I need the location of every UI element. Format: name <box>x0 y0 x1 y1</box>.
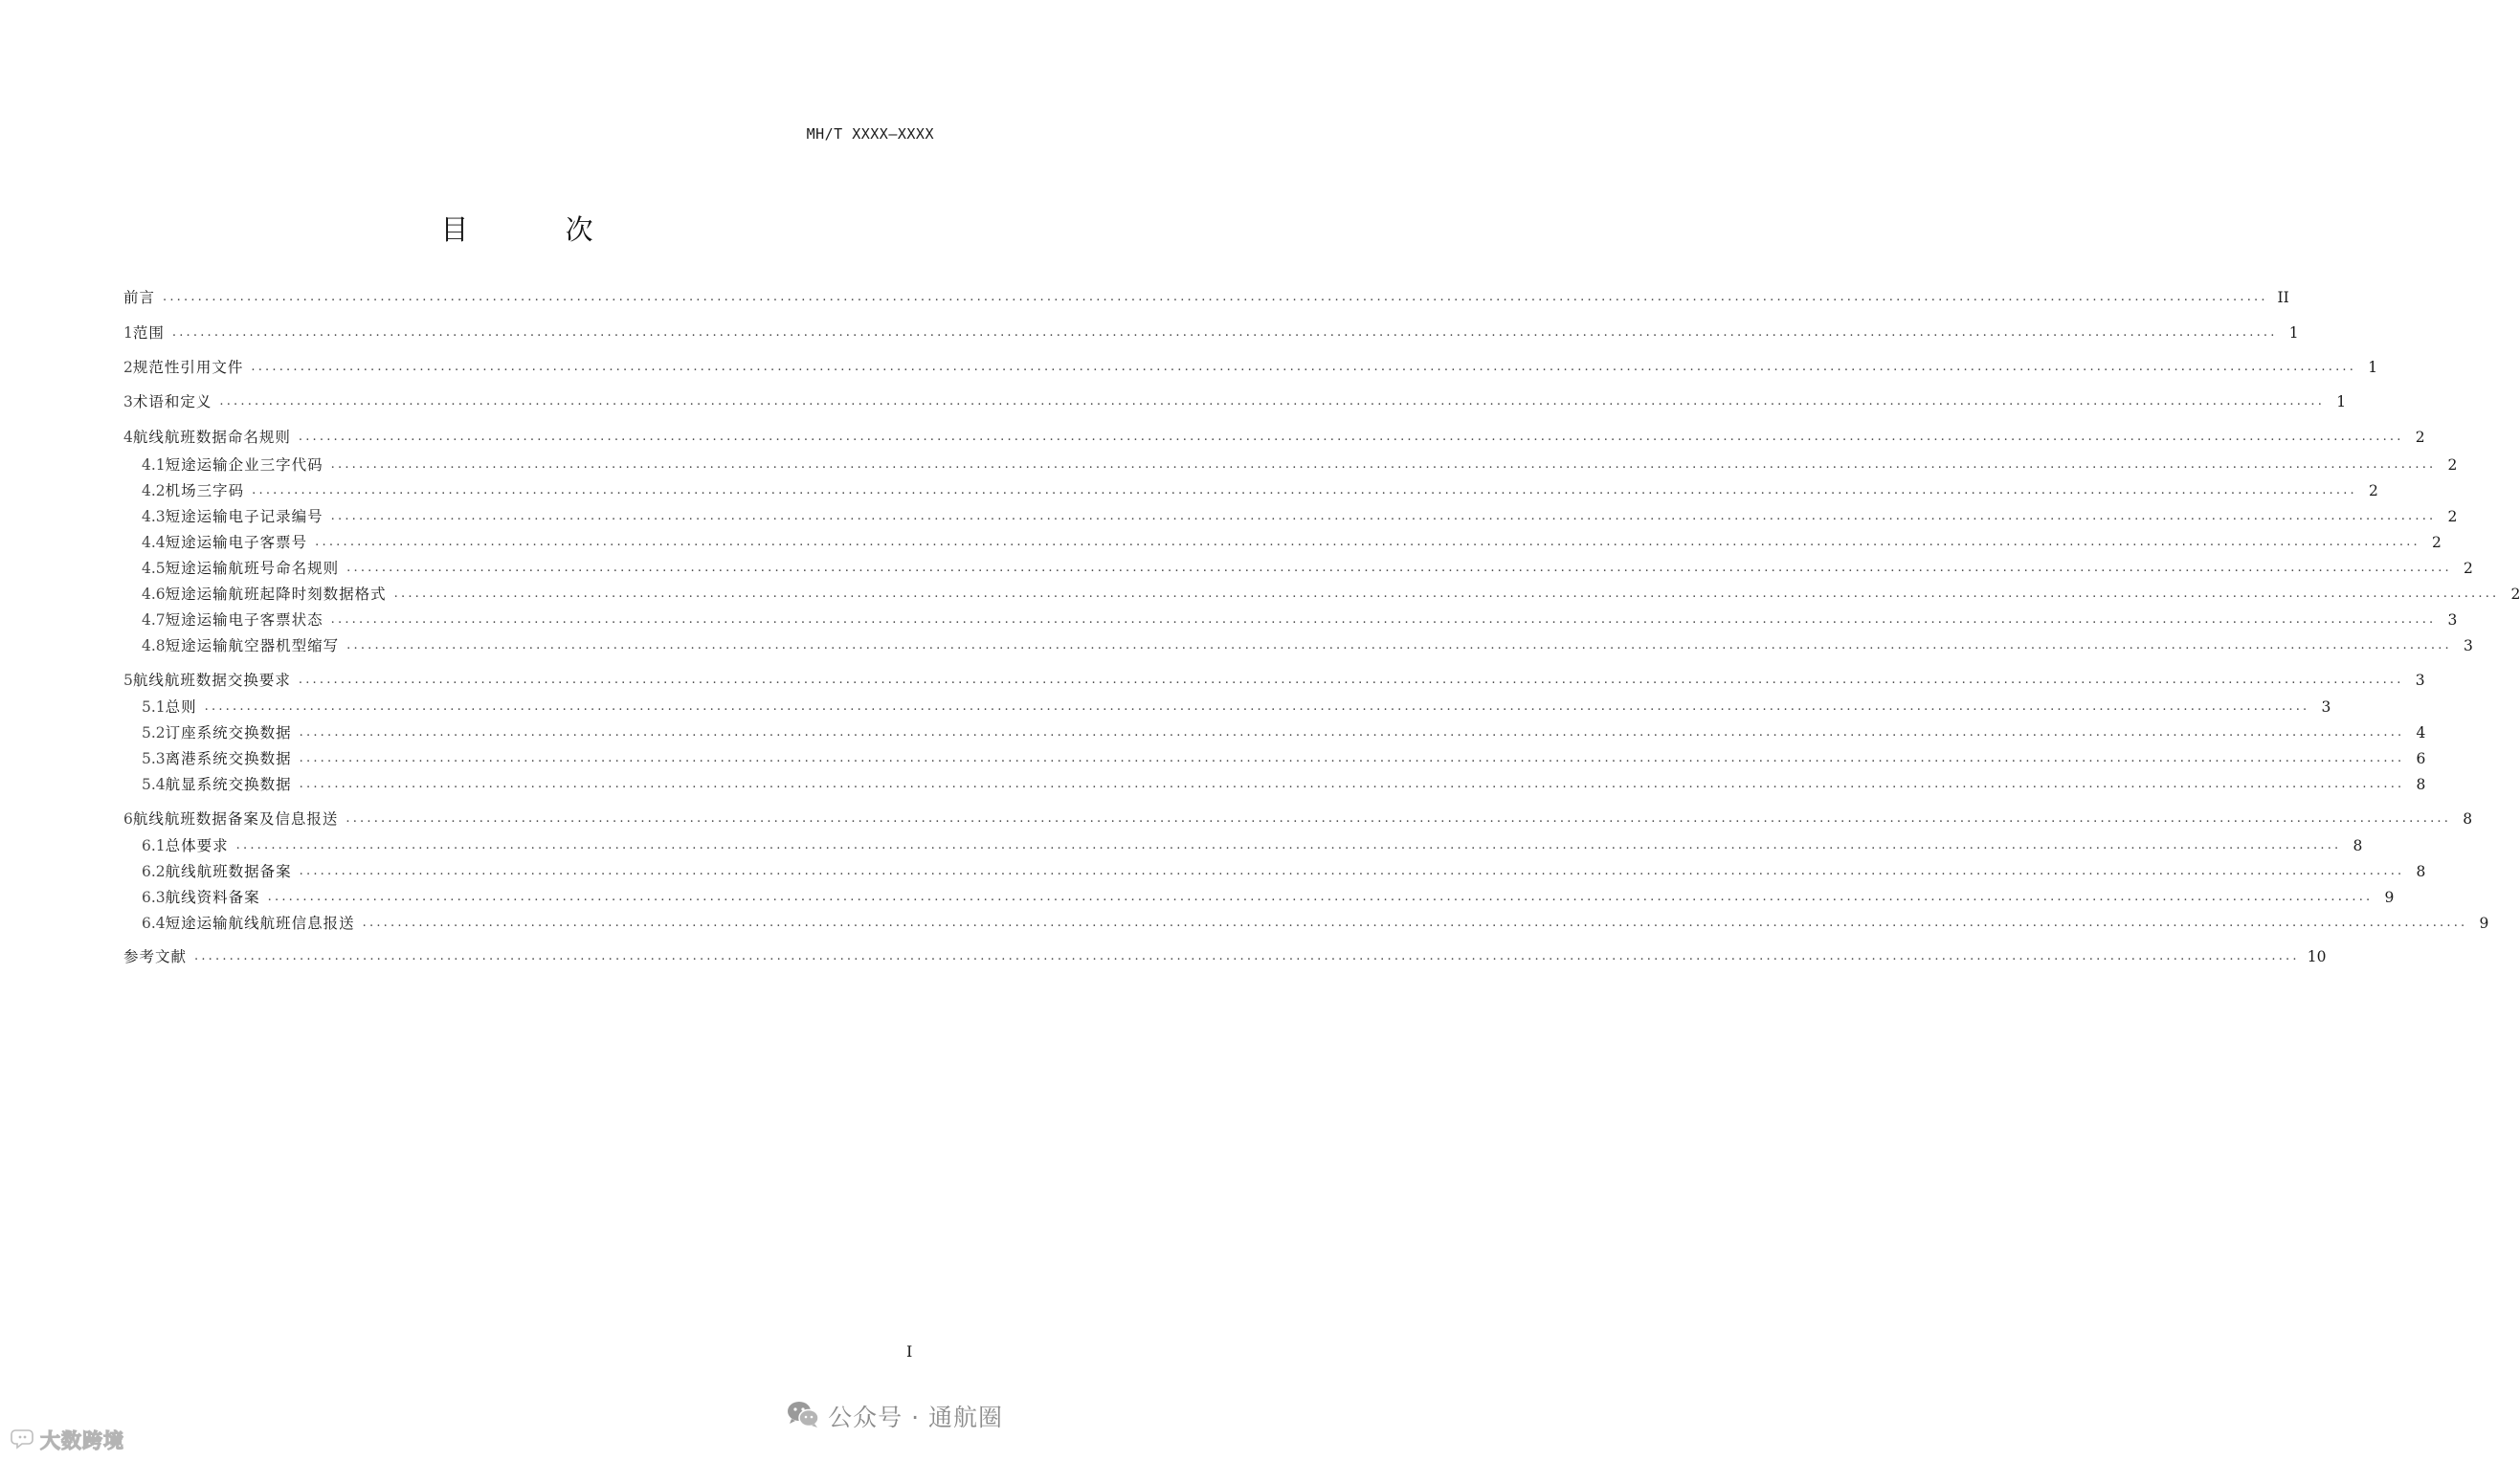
toc-entry-label: 订座系统交换数据 <box>165 724 292 742</box>
toc-entry <box>123 355 2378 380</box>
toc-entry-page: 1 <box>2336 393 2347 410</box>
toc-leader-dots: ............................................................................................................................................................................................................................................................................................................ <box>251 360 2357 374</box>
toc-leader-dots: ............................................................................................................................................................................................................................................................................................................ <box>299 751 2405 765</box>
toc-entry-number: 5.1 <box>142 698 166 716</box>
toc-leader-dots: ............................................................................................................................................................................................................................................................................................................ <box>204 699 2310 714</box>
toc-leader-dots: ............................................................................................................................................................................................................................................................................................................ <box>298 673 2404 687</box>
toc-leader-dots: ............................................................................................................................................................................................................................................................................................................ <box>362 916 2468 930</box>
toc-entry-number: 3 <box>123 393 133 410</box>
toc-entry <box>123 668 2425 693</box>
toc-entry-page: 8 <box>2416 776 2426 793</box>
toc-leader-dots: ............................................................................................................................................................................................................................................................................................................ <box>219 394 2326 409</box>
toc-entry-number: 4.8 <box>142 637 166 654</box>
page-number: I <box>906 1342 913 1361</box>
toc-entry-label: 短途运输航空器机型缩写 <box>165 637 340 654</box>
toc-entry-page: 2 <box>2432 534 2442 551</box>
toc-entry <box>123 425 2425 450</box>
toc-leader-dots: ............................................................................................................................................................................................................................................................................................................ <box>267 890 2374 904</box>
toc-leader-dots: ............................................................................................................................................................................................................................................................................................................ <box>393 587 2500 601</box>
toc-entry-page: 3 <box>2415 672 2425 689</box>
toc-entry-page: 1 <box>2368 359 2378 376</box>
toc-entry <box>142 608 2458 632</box>
toc-entry-number: 4.5 <box>142 560 166 577</box>
toc-entry-label: 总则 <box>165 698 197 716</box>
toc-leader-dots: ............................................................................................................................................................................................................................................................................................................ <box>346 561 2452 575</box>
toc-entry-number: 6.4 <box>142 915 166 932</box>
toc-leader-dots: ............................................................................................................................................................................................................................................................................................................ <box>346 638 2452 653</box>
toc-leader-dots: ............................................................................................................................................................................................................................................................................................................ <box>315 535 2420 549</box>
toc-entry-page: 8 <box>2353 837 2363 854</box>
toc-leader-dots: ............................................................................................................................................................................................................................................................................................................ <box>299 725 2405 740</box>
toc-entry-label: 机场三字码 <box>165 482 245 499</box>
toc-leader-dots: ............................................................................................................................................................................................................................................................................................................ <box>163 290 2268 304</box>
toc-leader-dots: ............................................................................................................................................................................................................................................................................................................ <box>299 864 2405 878</box>
toc-entry-page: 3 <box>2321 698 2331 716</box>
wechat-icon <box>786 1399 820 1433</box>
toc-leader-dots: ............................................................................................................................................................................................................................................................................................................ <box>330 612 2437 627</box>
toc-leader-dots: ............................................................................................................................................................................................................................................................................................................ <box>330 457 2437 472</box>
toc-entry <box>142 833 2363 858</box>
toc-leader-dots: ............................................................................................................................................................................................................................................................................................................ <box>194 949 2300 963</box>
toc-entry-page: 2 <box>2447 456 2458 474</box>
toc-leader-dots: ............................................................................................................................................................................................................................................................................................................ <box>252 483 2357 498</box>
document-code: MH/T XXXX—XXXX <box>806 125 934 143</box>
watermark-left <box>11 1426 124 1454</box>
toc-entry <box>142 859 2426 884</box>
toc-entry-label: 总体要求 <box>165 837 229 854</box>
toc-entry <box>142 746 2426 771</box>
toc-entry-number: 4.7 <box>142 611 166 629</box>
toc-entry-number: 6.2 <box>142 863 166 880</box>
toc-entry-page: 10 <box>2307 948 2327 965</box>
toc-entry-number: 6.1 <box>142 837 166 854</box>
toc-entry-page: 2 <box>2447 508 2458 525</box>
toc-entry-label: 航线航班数据备案及信息报送 <box>132 810 339 828</box>
toc-leader-dots: ............................................................................................................................................................................................................................................................................................................ <box>330 509 2437 523</box>
toc-leader-dots: ............................................................................................................................................................................................................................................................................................................ <box>346 811 2452 826</box>
toc-entry-label: 范围 <box>132 324 165 342</box>
watermark-right-text: 公众号 · 通航圈 <box>828 1404 1003 1431</box>
toc-entry <box>142 633 2473 658</box>
toc-entry-label: 短途运输航班号命名规则 <box>165 560 340 577</box>
toc-entry <box>123 389 2347 414</box>
toc-entry <box>142 695 2331 719</box>
toc-entry <box>142 885 2395 910</box>
toc-entry-page: 2 <box>2510 586 2520 603</box>
toc-entry <box>123 321 2299 345</box>
toc-entry-label: 航线航班数据交换要求 <box>132 672 291 689</box>
toc-entry-label: 规范性引用文件 <box>132 359 244 376</box>
toc-entry <box>142 453 2458 477</box>
toc-entry-label: 术语和定义 <box>132 393 212 410</box>
toc-entry-label: 短途运输企业三字代码 <box>165 456 323 474</box>
toc-entry-number: 5.2 <box>142 724 166 742</box>
toc-entry-label: 短途运输电子客票号 <box>165 534 308 551</box>
toc-entry-label: 航显系统交换数据 <box>165 776 292 793</box>
toc-entry-number: 6.3 <box>142 889 166 906</box>
toc-entry <box>142 582 2520 607</box>
toc-entry-number: 5.3 <box>142 750 166 767</box>
toc-entry-label: 航线航班数据命名规则 <box>132 429 291 446</box>
toc-entry-label: 短途运输电子客票状态 <box>165 611 323 629</box>
toc-leader-dots: ............................................................................................................................................................................................................................................................................................................ <box>299 777 2405 791</box>
toc-leader-dots: ............................................................................................................................................................................................................................................................................................................ <box>171 325 2278 340</box>
toc-entry-number: 4.4 <box>142 534 166 551</box>
toc-entry-page: 6 <box>2416 750 2426 767</box>
toc-leader-dots: ............................................................................................................................................................................................................................................................................................................ <box>235 838 2342 852</box>
toc-entry-page: 9 <box>2384 889 2395 906</box>
toc-entry-label: 短途运输航班起降时刻数据格式 <box>165 586 387 603</box>
toc-entry-page: 2 <box>2415 429 2425 446</box>
toc-entry-label: 前言 <box>123 289 156 306</box>
toc-entry-page: 8 <box>2416 863 2426 880</box>
toc-entry-label: 参考文献 <box>123 948 188 965</box>
toc-leader-dots: ............................................................................................................................................................................................................................................................................................................ <box>298 430 2404 444</box>
toc-entry <box>142 504 2458 529</box>
toc-entry-label: 航线航班数据备案 <box>165 863 292 880</box>
toc-entry-page: 2 <box>2369 482 2378 499</box>
toc-entry <box>123 807 2473 831</box>
toc-entry <box>123 944 2327 969</box>
toc-entry-page: 3 <box>2447 611 2458 629</box>
toc-entry-number: 4 <box>123 429 133 446</box>
toc-entry-number: 4.2 <box>142 482 166 499</box>
toc-entry <box>123 285 2289 310</box>
toc-entry-number: 6 <box>123 810 133 828</box>
toc-entry-number: 4.6 <box>142 586 166 603</box>
toc-entry-page: 1 <box>2288 324 2299 342</box>
toc-entry-page: 2 <box>2464 560 2473 577</box>
toc-entry-number: 4.3 <box>142 508 166 525</box>
toc-entry-label: 航线资料备案 <box>165 889 260 906</box>
chat-bubble-icon <box>11 1428 36 1452</box>
toc-entry <box>142 772 2426 797</box>
watermark-left-text: 大数跨境 <box>40 1429 124 1452</box>
toc-entry-page: 4 <box>2416 724 2426 742</box>
toc-entry-page: II <box>2277 289 2289 306</box>
toc-entry <box>142 720 2426 745</box>
toc-entry-label: 短途运输电子记录编号 <box>165 508 323 525</box>
watermark-right <box>786 1399 1003 1433</box>
toc-title: 目 次 <box>440 213 637 246</box>
toc-entry-page: 8 <box>2463 810 2473 828</box>
toc-entry-number: 5 <box>123 672 133 689</box>
toc-entry <box>142 556 2473 581</box>
toc-entry <box>142 911 2489 936</box>
toc-entry-page: 9 <box>2479 915 2489 932</box>
toc-entry <box>142 478 2378 503</box>
toc-entry-number: 4.1 <box>142 456 166 474</box>
toc-entry-number: 1 <box>123 324 133 342</box>
toc-entry-number: 5.4 <box>142 776 166 793</box>
toc-entry-page: 3 <box>2464 637 2473 654</box>
toc-entry-number: 2 <box>123 359 133 376</box>
toc-entry-label: 离港系统交换数据 <box>165 750 292 767</box>
toc-entry <box>142 530 2442 555</box>
toc-entry-label: 短途运输航线航班信息报送 <box>165 915 355 932</box>
